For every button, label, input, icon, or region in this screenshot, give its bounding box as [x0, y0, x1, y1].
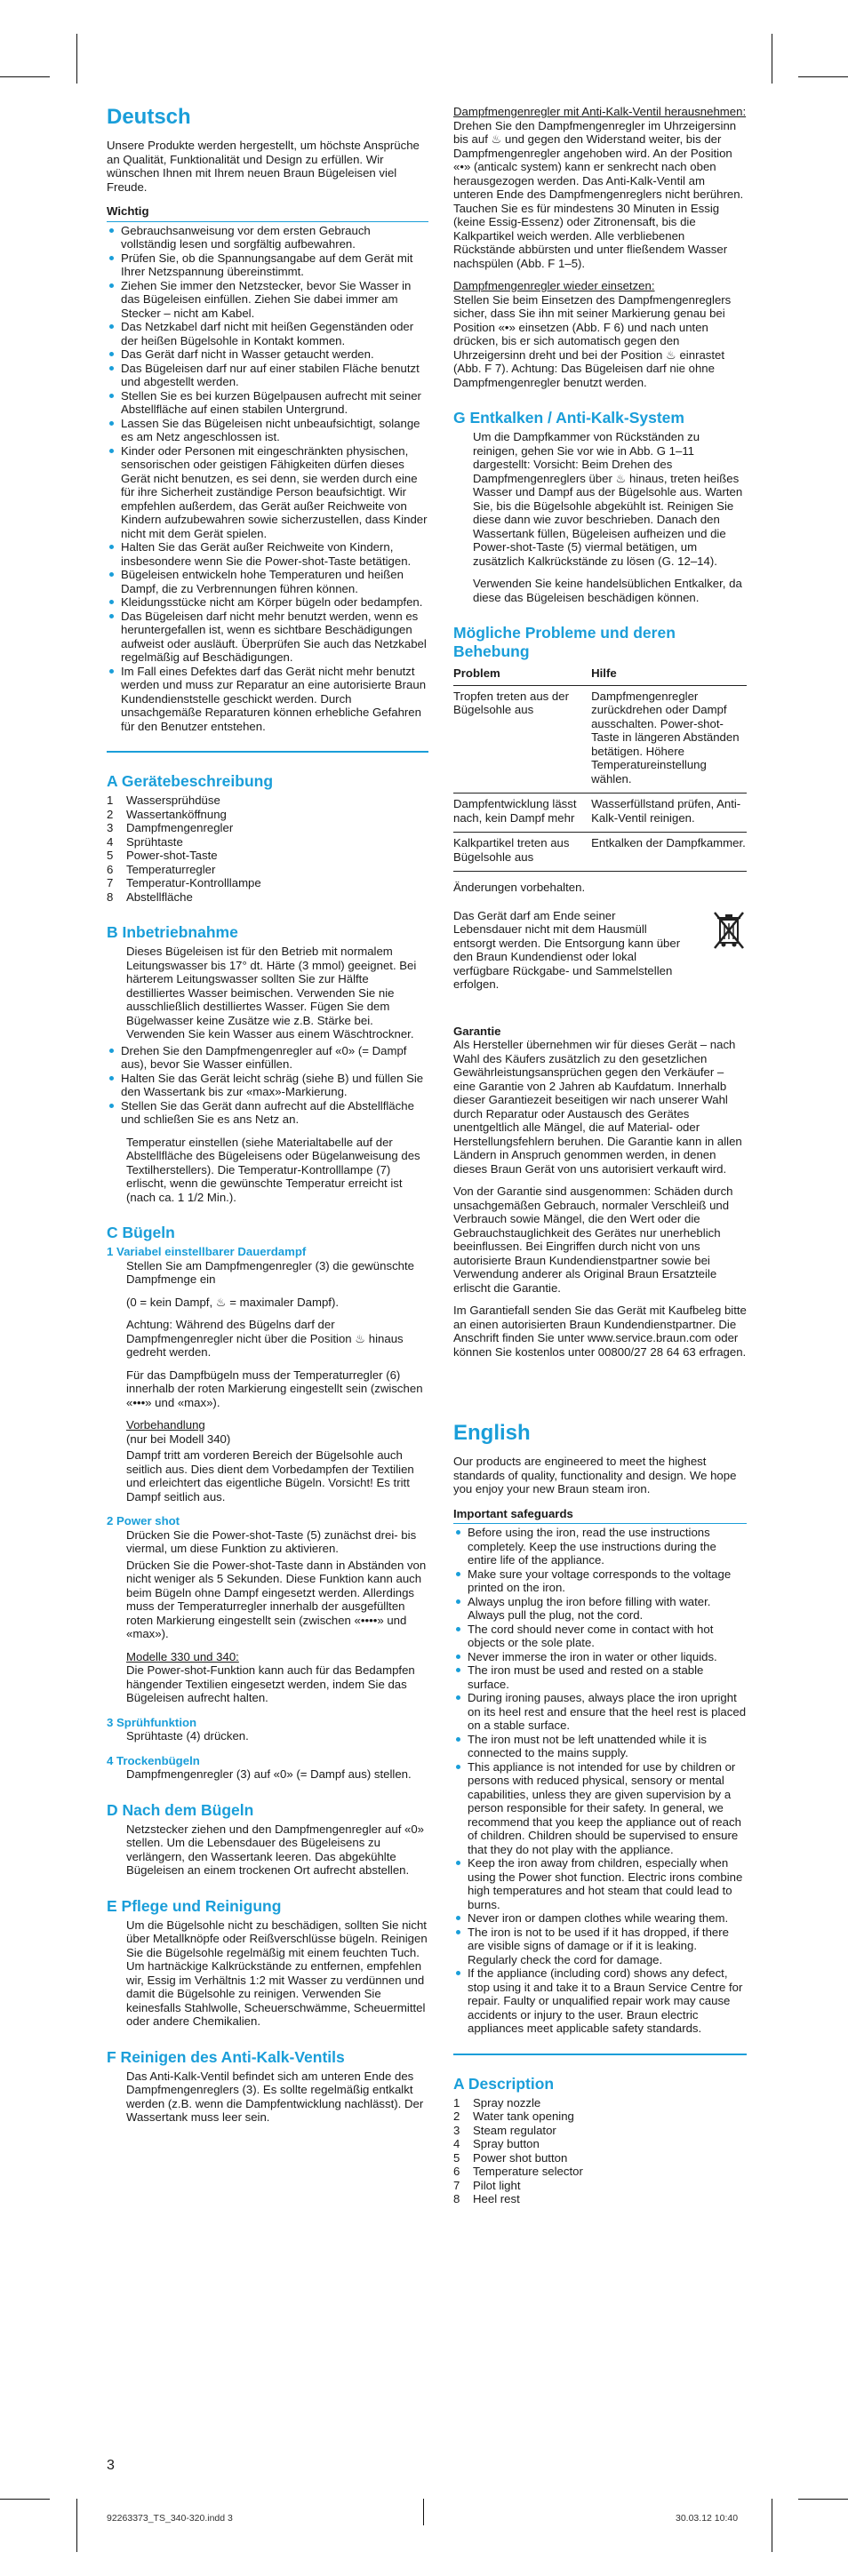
changes-note: Änderungen vorbehalten.: [453, 881, 586, 894]
paragraph: (nur bei Modell 340): [126, 1432, 231, 1446]
warnings-list: [107, 224, 428, 734]
warning-item: Never iron or dampen clothes while wearing them.: [453, 1911, 747, 1926]
section-d-heading: D Nach dem Bügeln: [107, 1800, 254, 1819]
paragraph: Drücken Sie die Power-shot-Taste dann in Abständen von nicht weniger als 5 Sekunden. Diese Funktion kann auch beim Bügeln ohne Dampf eingesetzt werden. Allerdings muss der Temperaturregler innerhalb der ausgefüllten roten Markierung eingestellt sein (zwischen «••••» und «max»).: [126, 1558, 427, 1640]
part-item: 6 Temperature selector: [453, 2165, 583, 2178]
section-f-heading: F Reinigen des Anti-Kalk-Ventils: [107, 2047, 345, 2066]
table-cell: Kalkpartikel treten aus Bügelsohle aus: [453, 833, 591, 872]
table-cell: Tropfen treten aus der Bügelsohle aus: [453, 685, 591, 794]
part-item: 6 Temperaturregler: [107, 862, 216, 876]
paragraph: Die Power-shot-Funktion kann auch für das Bedampfen hängender Textilien eingesetzt werden, indem Sie das Bügeleisen aufrecht halten.: [126, 1663, 415, 1704]
slug-date: 30.03.12 10:40: [676, 2513, 739, 2524]
subsection-heading: 3 Sprühfunktion: [107, 1715, 197, 1729]
crop-mark: [798, 76, 848, 77]
warning-item: Never immerse the iron in water or other liquids.: [453, 1650, 747, 1664]
column-header: Hilfe: [591, 666, 747, 685]
crop-mark: [76, 2499, 77, 2552]
crossed-out-bin-icon: [711, 909, 747, 952]
paragraph: Dieses Bügeleisen ist für den Betrieb mit normalem Leitungswasser bis 17° dt. Härte (3 mmol) geeignet. Bei härterem Leitungswasser sollten Sie zur Hälfte destilliertes Wasser beimischen. Verwenden Sie nie ausschließlich destilliertes Wasser. Fügen Sie dem Bügelwasser keine Zusätze wie z.B. Stärke bei. Verwenden Sie kein Wasser aus einem Wäschtrockner.: [126, 945, 417, 1041]
crop-mark: [76, 34, 77, 84]
section-a-heading: A Description: [453, 2074, 555, 2093]
section-b-heading: B Inbetriebnahme: [107, 923, 238, 941]
part-item: 4 Sprühtaste: [107, 834, 183, 849]
part-item: 8 Heel rest: [453, 2192, 520, 2205]
german-column: [107, 105, 428, 2127]
warning-item: Das Bügeleisen darf nur auf einer stabilen Fläche benutzt und abgestellt werden.: [107, 362, 428, 389]
section-g-heading: G Entkalken / Anti-Kalk-System: [453, 409, 684, 427]
warning-item: Make sure your voltage corresponds to the voltage printed on the iron.: [453, 1567, 747, 1595]
underlined-heading: Vorbehandlung: [126, 1418, 205, 1432]
column-header: Problem: [453, 666, 591, 685]
guarantee-heading: Garantie: [453, 1024, 501, 1038]
paragraph: Netzstecker ziehen und den Dampfmengenregler auf «0» stellen. Um die Lebensdauer des Bügeleisens zu verlängern, den Wassertank leeren. Das abgekühlte Bügeleisen an einem trockenen Ort aufrecht abstellen.: [126, 1822, 425, 1877]
paragraph: Um die Bügelsohle nicht zu beschädigen, sollten Sie nicht über Metallknöpfe oder Reißverschlüsse bügeln. Reinigen Sie die Bügelsohle regelmäßig mit einem feuchten Tuch. Um hartnäckige Kalkrückstände zu entfernen, empfehlen wir, Essig im Verhältnis 1:2 mit Wasser zu verdünnen und damit die Bügelsohle zu reinigen. Verwenden Sie keinesfalls Stahlwolle, Scheuerschwämme, Scheuermittel oder andere Chemikalien.: [126, 1918, 428, 2028]
troubleshooting-table: [453, 666, 747, 872]
section-c-heading: C Bügeln: [107, 1224, 175, 1241]
paragraph: Für das Dampfbügeln muss der Temperaturregler (6) innerhalb der roten Markierung eingestellt sein (zwischen «•••» und «max»).: [126, 1368, 423, 1409]
underlined-heading: Dampfmengenregler wieder einsetzen:: [453, 279, 655, 292]
language-heading-en: English: [453, 1421, 531, 1445]
disposal-text: Das Gerät darf am Ende seiner Lebensdauer nicht mit dem Hausmüll entsorgt werden. Die Entsorgung kann über den Braun Kundendienst oder lokal verfügbare Rückgabe- und Sammelstellen erfolgen.: [453, 908, 681, 991]
crop-mark: [423, 2499, 424, 2525]
intro-text: Unsere Produkte werden hergestellt, um höchste Ansprüche an Qualität, Funktionalität und Design zu erfüllen. Wir wünschen Ihnen mit Ihrem neuen Braun Bügeleisen viel Freude.: [107, 139, 420, 194]
paragraph: Als Hersteller übernehmen wir für dieses Gerät – nach Wahl des Käufers zusätzlich zu den gesetzlichen Gewährleistungsansprüchen gegen den Verkäufer – eine Garantie von 2 Jahren ab Kaufdatum. Innerhalb dieser Garantiezeit beseitigen wir nach unserer Wahl durch Reparatur oder Austausch des Gerätes unentgeltlich alle Mängel, die auf Material- oder Herstellungsfehlern beruhen. Die Garantie kann in allen Ländern in Anspruch genommen werden, in denen dieses Braun Gerät von uns autorisiert verkauft wird.: [453, 1038, 742, 1176]
warnings-list: [453, 1526, 747, 2036]
part-item: 4 Spray button: [453, 2137, 540, 2150]
warning-item: The iron must not be left unattended while it is connected to the mains supply.: [453, 1733, 747, 1760]
warnings-heading: Wichtig: [107, 204, 428, 222]
part-item: 2 Water tank opening: [453, 2109, 574, 2123]
warning-item: Halten Sie das Gerät außer Reichweite von Kindern, insbesondere wenn Sie die Power-shot-Taste betätigen.: [107, 540, 428, 568]
paragraph: Drehen Sie den Dampfmengenregler im Uhrzeigersinn bis auf ♨ und gegen den Widerstand weiter, bis der Dampfmengenregler angehoben wird. An der Position «•» (anticalc system) kann er senkrecht nach oben herausgezogen werden. Das Anti-Kalk-Ventil am unteren Ende des Dampfmengenreglers nicht berühren. Tauchen Sie es für mindestens 30 Minuten in Essig (keine Essig-Essenz) oder Zitronensaft, bis die Kalkpartikel weich werden. Alle verbliebenen Rückstände abbürsten und unter fließendem Wasser nachspülen (Abb. F 1–5).: [453, 118, 744, 270]
list-item: Stellen Sie das Gerät dann aufrecht auf die Abstellfläche und schließen Sie es ans Netz an.: [107, 1099, 428, 1127]
paragraph: Im Garantiefall senden Sie das Gerät mit Kaufbeleg bitte an einen autorisierten Braun Kundendienstpartner. Die Anschrift finden Sie unter www.service.braun.com oder können Sie kostenlos unter 00800/27 28 64 63 erfragen.: [453, 1304, 747, 1359]
warning-item: Das Netzkabel darf nicht mit heißen Gegenständen oder der heißen Bügelsohle in Kontakt kommen.: [107, 320, 428, 347]
warning-item: Before using the iron, read the use instructions completely. Keep the use instructions during the entire life of the appliance.: [453, 1526, 747, 1567]
paragraph: Sprühtaste (4) drücken.: [126, 1729, 249, 1743]
warning-item: Kleidungsstücke nicht am Körper bügeln oder bedampfen.: [107, 595, 428, 610]
part-item: 3 Dampfmengenregler: [107, 821, 234, 834]
warning-item: Lassen Sie das Bügeleisen nicht unbeaufsichtigt, solange es am Netz angeschlossen ist.: [107, 417, 428, 444]
disposal-block: [453, 909, 747, 994]
warning-item: Kinder oder Personen mit eingeschränkten physischen, sensorischen oder geistigen Fähigkeiten dürfen dieses Gerät nicht benutzen, es sei denn, sie werden durch eine für ihre Sicherheit zuständige Person beaufsichtigt. Wir empfehlen außerdem, das Gerät außer Reichweite von Kindern aufzubewahren sowie sicherzustellen, dass Kinder nicht mit dem Gerät spielen.: [107, 444, 428, 541]
warning-item: During ironing pauses, always place the iron upright on its heel rest and ensure that the heel rest is placed on a stable surface.: [453, 1691, 747, 1733]
warning-item: The iron must be used and rested on a stable surface.: [453, 1663, 747, 1691]
table-cell: Wasserfüllstand prüfen, Anti-Kalk-Ventil reinigen.: [591, 794, 747, 833]
crop-mark: [0, 2499, 50, 2500]
paragraph: Achtung: Während des Bügelns darf der Dampfmengenregler nicht über die Position ♨ hinaus gedreht werden.: [126, 1318, 404, 1359]
warning-item: Bügeleisen entwickeln hohe Temperaturen und heißen Dampf, die zu Verbrennungen führen können.: [107, 568, 428, 595]
part-item: 5 Power-shot-Taste: [107, 849, 218, 862]
subsection-heading: 1 Variabel einstellbarer Dauerdampf: [107, 1245, 307, 1258]
subsection-heading: 2 Power shot: [107, 1514, 180, 1527]
part-item: 2 Wassertanköffnung: [107, 807, 227, 821]
paragraph: Stellen Sie am Dampfmengenregler (3) die gewünschte Dampfmenge ein: [126, 1258, 414, 1286]
warning-item: If the appliance (including cord) shows any defect, stop using it and take it to a Braun Service Centre for repair. Faulty or unqualified repair work may cause accidents or injury to the user. Braun electric appliances meet applicable safety standards.: [453, 1966, 747, 2036]
warning-item: Keep the iron away from children, especially when using the Power shot function. Electric irons combine high temperatures and hot steam that could lead to burns.: [453, 1856, 747, 1911]
part-item: 1 Wassersprühdüse: [107, 794, 220, 807]
paragraph: Stellen Sie beim Einsetzen des Dampfmengenreglers sicher, dass Sie ihn mit seiner Markierung genau bei Position «•» einsetzen (Abb. F 6) und nach unten drücken, bis er sich automatisch gegen den Uhrzeigersinn dreht und bei der Position ♨ einrastet (Abb. F 7). Achtung: Das Bügeleisen darf nie ohne Dampfmengenregler benutzt werden.: [453, 292, 732, 389]
table-cell: Entkalken der Dampfkammer.: [591, 833, 747, 872]
warning-item: The iron is not to be used if it has dropped, if there are visible signs of damage or if it is leaking. Regularly check the cord for damage.: [453, 1926, 747, 1967]
part-item: 7 Temperatur-Kontrolllampe: [107, 876, 261, 889]
right-column: [453, 105, 747, 2206]
warnings-heading: Important safeguards: [453, 1507, 747, 1525]
crop-mark: [798, 2499, 848, 2500]
underlined-heading: Modelle 330 und 340:: [126, 1649, 239, 1663]
paragraph: Um die Dampfkammer von Rückständen zu reinigen, gehen Sie vor wie in Abb. G 1–11 dargestellt: Vorsicht: Beim Drehen des Dampfmengenreglers über ♨ hinaus, treten heißes Wasser und Dampf aus der Bügelsohle aus. Warten Sie, bis die Bügelsohle abgekühlt ist. Reinigen Sie diese dann wie zuvor beschrieben. Danach den Wassertank füllen, Bügeleisen aufheizen und die Power-shot-Taste (5) viermal betätigen, um zusätzlich Kalkrückstände zu lösen (G. 12–14).: [473, 430, 743, 568]
intro-text: Our products are engineered to meet the highest standards of quality, functionality and design. We hope you enjoy your new Braun steam iron.: [453, 1455, 737, 1495]
paragraph: Dampfmengenregler (3) auf «0» (= Dampf aus) stellen.: [126, 1767, 412, 1781]
table-row: [453, 685, 747, 794]
list-item: Drehen Sie den Dampfmengenregler auf «0» (= Dampf aus), bevor Sie Wasser einfüllen.: [107, 1044, 428, 1072]
warning-item: Das Bügeleisen darf nicht mehr benutzt werden, wenn es heruntergefallen ist, wenn es sichtbare Beschädigungen aufweist oder ausläuft. Überprüfen Sie auch das Netzkabel regelmäßig auf Beschädigungen.: [107, 610, 428, 665]
part-item: 1 Spray nozzle: [453, 2095, 541, 2109]
troubleshooting-heading: Mögliche Probleme und deren Behebung: [453, 624, 676, 660]
warning-item: Always unplug the iron before filling with water. Always pull the plug, not the cord.: [453, 1595, 747, 1623]
table-row: [453, 794, 747, 833]
section-e-heading: E Pflege und Reinigung: [107, 1896, 282, 1915]
crop-mark: [0, 76, 50, 77]
slug-file: 92263373_TS_340-320.indd 3: [107, 2513, 233, 2524]
underlined-heading: Dampfmengenregler mit Anti-Kalk-Ventil herausnehmen:: [453, 105, 747, 118]
warning-item: Das Gerät darf nicht in Wasser getaucht werden.: [107, 347, 428, 362]
table-header-row: [453, 666, 747, 685]
subsection-heading: 4 Trockenbügeln: [107, 1753, 200, 1767]
paragraph: Drücken Sie die Power-shot-Taste (5) zunächst drei- bis viermal, um diese Funktion zu aktivieren.: [126, 1527, 417, 1555]
warning-item: The cord should never come in contact with hot objects or the sole plate.: [453, 1623, 747, 1650]
paragraph: Verwenden Sie keine handelsüblichen Entkalker, da diese das Bügeleisen beschädigen können.: [473, 577, 742, 604]
table-row: [453, 833, 747, 872]
part-item: 8 Abstellfläche: [107, 889, 193, 904]
paragraph: Dampf tritt am vorderen Bereich der Bügelsohle auch seitlich aus. Dies dient dem Vorbedampfen der Textilien und erleichtert das eigentliche Bügeln. Vorsicht! Es tritt Dampf seitlich aus.: [126, 1448, 414, 1503]
parts-list: [107, 794, 428, 904]
table-cell: Dampfmengenregler zurückdrehen oder Dampf ausschalten. Power-shot-Taste in längeren Abständen betätigen. Höhere Temperatureinstellung wählen.: [591, 685, 747, 794]
list-item: Halten Sie das Gerät leicht schräg (siehe B) und füllen Sie den Wassertank bis zur «max»-Markierung.: [107, 1072, 428, 1099]
warning-item: Im Fall eines Defektes darf das Gerät nicht mehr benutzt werden und muss zur Reparatur an eine autorisierte Braun Kundendienststelle geschickt werden. Durch unsachgemäße Reparaturen können erhebliche Gefahren für den Benutzer entstehen.: [107, 665, 428, 734]
setup-list: [107, 1044, 428, 1127]
section-divider: [107, 751, 428, 753]
warning-item: Ziehen Sie immer den Netzstecker, bevor Sie Wasser in das Bügeleisen einfüllen. Ziehen Sie dabei immer am Stecker – nicht am Kabel.: [107, 279, 428, 321]
parts-list: [453, 2096, 747, 2206]
part-item: 5 Power shot button: [453, 2150, 568, 2165]
warning-item: This appliance is not intended for use by children or persons with reduced physical, sensory or mental capabilities, unless they are given supervision by a person responsible for their safety. In general, we recommend that you keep the appliance out of reach of children. Children should be supervised to ensure that they do not play with the appliance.: [453, 1760, 747, 1857]
paragraph: Das Anti-Kalk-Ventil befindet sich am unteren Ende des Dampfmengenreglers (3). Es sollte regelmäßig entkalkt werden (z.B. wenn die Dampfentwicklung nachlässt). Der Wassertank muss leer sein.: [126, 2069, 424, 2124]
warning-item: Prüfen Sie, ob die Spannungsangabe auf dem Gerät mit Ihrer Netzspannung übereinstimmt.: [107, 251, 428, 279]
part-item: 3 Steam regulator: [453, 2123, 556, 2137]
warning-item: Gebrauchsanweisung vor dem ersten Gebrauch vollständig lesen und sorgfältig aufbewahren.: [107, 224, 428, 251]
paragraph: (0 = kein Dampf, ♨ = maximaler Dampf).: [126, 1295, 340, 1309]
page-number: 3: [107, 2458, 115, 2473]
paragraph: Von der Garantie sind ausgenommen: Schäden durch unsachgemäßen Gebrauch, normaler Verschleiß und Verbrauch sowie Mängel, die den Wert oder die Gebrauchstauglichkeit des Gerätes nur unerheblich beeinflussen. Bei Eingriffen durch nicht von uns autorisierte Braun Kundendienstpartner sowie bei Verwendung anderer als Original Braun Ersatzteile erlischt die Garantie.: [453, 1184, 733, 1295]
part-item: 7 Pilot light: [453, 2178, 521, 2192]
warning-item: Stellen Sie es bei kurzen Bügelpausen aufrecht mit seiner Abstellfläche auf einen stabilen Untergrund.: [107, 389, 428, 417]
table-cell: Dampfentwicklung lässt nach, kein Dampf mehr: [453, 794, 591, 833]
section-a-heading: A Gerätebeschreibung: [107, 772, 274, 790]
paragraph: Temperatur einstellen (siehe Materialtabelle auf der Abstellfläche des Bügeleisens oder Bügelanweisung des Textilherstellers). Die Temperatur-Kontrolllampe (7) erlischt, wenn die gewünschte Temperatur erreicht ist (nach ca. 1 1/2 Min.).: [126, 1135, 420, 1204]
section-divider: [453, 2054, 747, 2055]
language-heading-de: Deutsch: [107, 105, 191, 129]
